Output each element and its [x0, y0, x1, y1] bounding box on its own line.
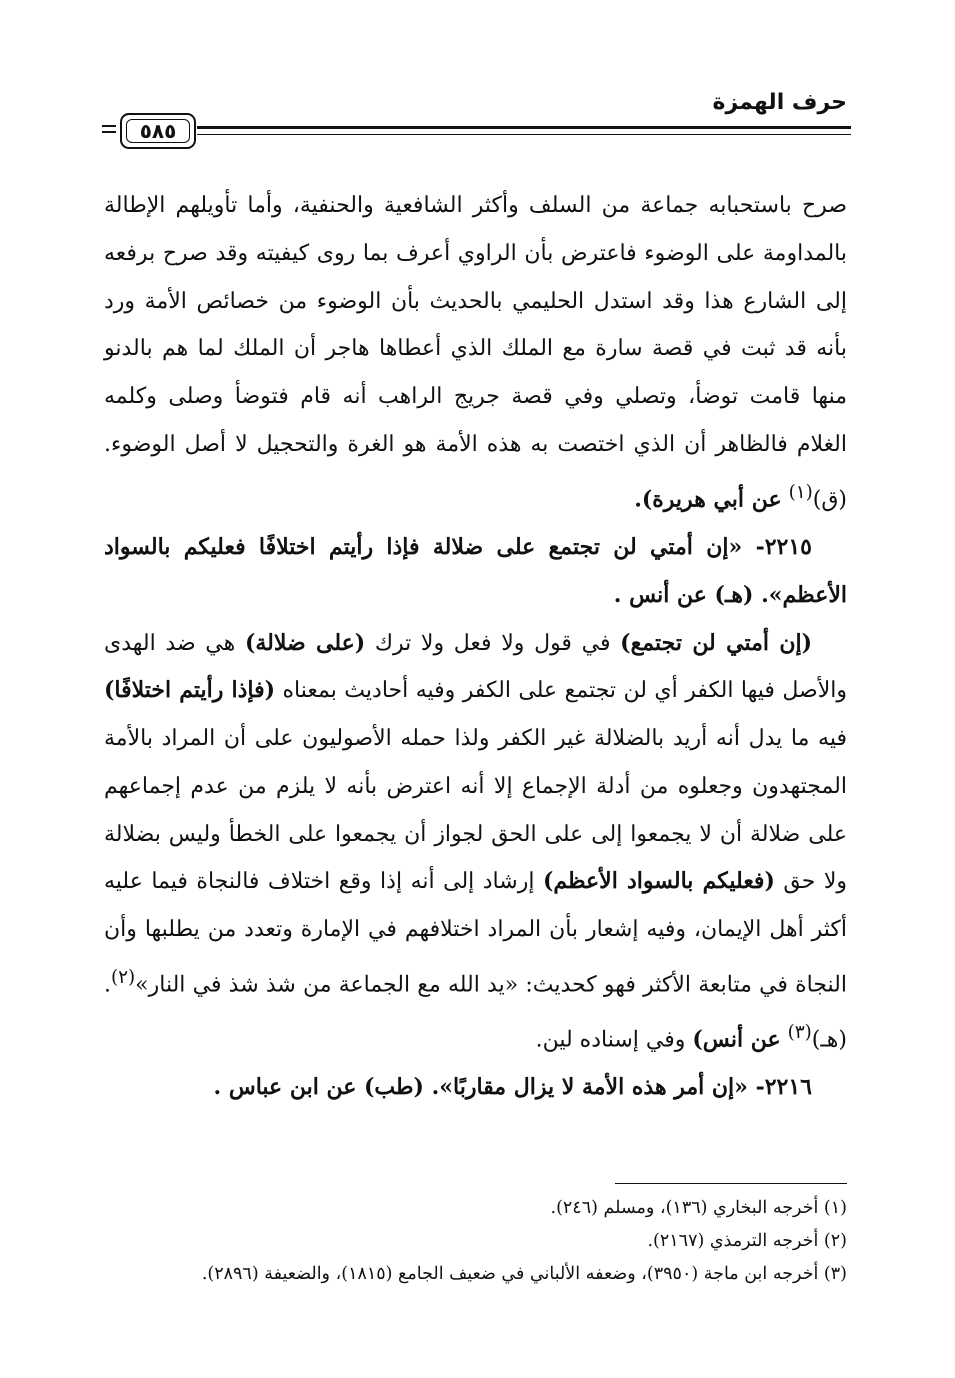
commentary-paragraph: [104, 620, 847, 1065]
hadith-text: «إن أمتي لن تجتمع على ضلالة فإذا رأيتم اختلافًا فعليكم بالسواد الأعظم».: [104, 533, 847, 608]
quoted-phrase: (إن أمتي لن تجتمع): [620, 629, 813, 656]
quoted-phrase: (فعليكم بالسواد الأعظم): [542, 868, 775, 895]
hadith-ref: (هـ) عن أنس .: [613, 581, 754, 608]
commentary-text: هي ضد الهدى والأصل فيها الكفر أي لن تجتمع على الكفر وفيه أحاديث بمعناه: [104, 630, 847, 704]
hadith-source: عن أبي هريرة).: [634, 486, 782, 513]
hadith-2216: [104, 1064, 847, 1112]
footnote: (٢) أخرجه الترمذي (٢١٦٧).: [647, 1231, 847, 1251]
footnote-separator: [615, 1183, 847, 1184]
footnotes: [110, 1192, 847, 1291]
hadith-2215: [104, 524, 847, 620]
footnote-marker: (٢): [111, 967, 136, 989]
commentary-paragraph: [104, 182, 847, 524]
hadith-ref: (ق): [812, 487, 847, 513]
page-number-ornament: [102, 122, 116, 134]
commentary-text: . (هـ): [104, 972, 847, 1053]
hadith-number: ٢٢١٥-: [755, 533, 812, 560]
footnote-marker: (١): [788, 481, 813, 503]
hadith-text: «إن أمر هذه الأمة لا يزال مقاربًا».: [431, 1074, 748, 1101]
page-number: ٥٨٥: [126, 119, 190, 143]
hadith-ref: (طب) عن ابن عباس .: [213, 1074, 424, 1101]
commentary-text: صرح باستحبابه جماعة من السلف وأكثر الشافعية والحنفية، وأما تأويلهم الإطالة بالمداومة على الوضوء فاعترض بأن الراوي أعرف بما روى كيفيته وقد صرح برفعه إلى الشارع هذا وقد استدل الحليمي بالحديث بأن الوضوء من خصائص الأمة ورد بأنه قد ثبت في قصة سارة مع الملك الذي أعطاها هاجر أن الملك لما هم بالدنو منها قامت توضأ، وتصلي وفي قصة جريج الراهب أنه قام فتوضأ وصلى وكلمه الغلام فالظاهر أن الذي اختصت به هذه الأمة هو الغرة والتحجيل لا أصل الوضوء.: [104, 193, 847, 457]
page-number-frame: [120, 113, 196, 149]
commentary-text: في قول ولا فعل ولا ترك: [374, 630, 611, 656]
header-rule-thick: [197, 126, 851, 129]
commentary-text: وفي إسناده لين.: [535, 1027, 686, 1053]
header-rule: [197, 126, 851, 138]
footnote-marker: (٣): [787, 1022, 812, 1044]
footnote: (٣) أخرجه ابن ماجة (٣٩٥٠)، وضعفه الألباني في ضعيف الجامع (١٨١٥)، والضعيفة (٢٨٩٦).: [201, 1264, 847, 1284]
running-header-title: حرف الهمزة: [712, 90, 847, 115]
quoted-phrase: (على ضلالة): [244, 629, 366, 656]
footnote: (١) أخرجه البخاري (١٣٦)، ومسلم (٢٤٦).: [550, 1198, 847, 1218]
header-rule-thin: [197, 134, 851, 135]
hadith-number: ٢٢١٦-: [755, 1074, 812, 1101]
commentary-text: إرشاد إلى أنه إذا وقع اختلاف فالنجاة فيما عليه أكثر أهل الإيمان، وفيه إشعار بأن المراد اختلافهم في الإمارة وتعدد من يطلبها وأن النجاة في متابعة الأكثر فهو كحديث: «يد الله مع الجماعة من شذ شذ في النار»: [104, 869, 847, 998]
quoted-phrase: (فإذا رأيتم اختلافًا): [104, 677, 276, 704]
commentary-text: فيه ما يدل أنه أريد بالضلالة غير الكفر ولذا حمله الأصوليون على أن المراد بالأمة المجتهدون وجعلوه من أدلة الإجماع إلا أنه اعترض بأنه لا يلزم من عدم إجماعهم على ضلالة أن لا يجمعوا إلى على الحق لجواز أن يجمعوا على الخطأ وليس بضلالة ولا حق: [104, 726, 847, 895]
main-text: [104, 182, 847, 1112]
hadith-source: عن أنس): [692, 1026, 781, 1053]
